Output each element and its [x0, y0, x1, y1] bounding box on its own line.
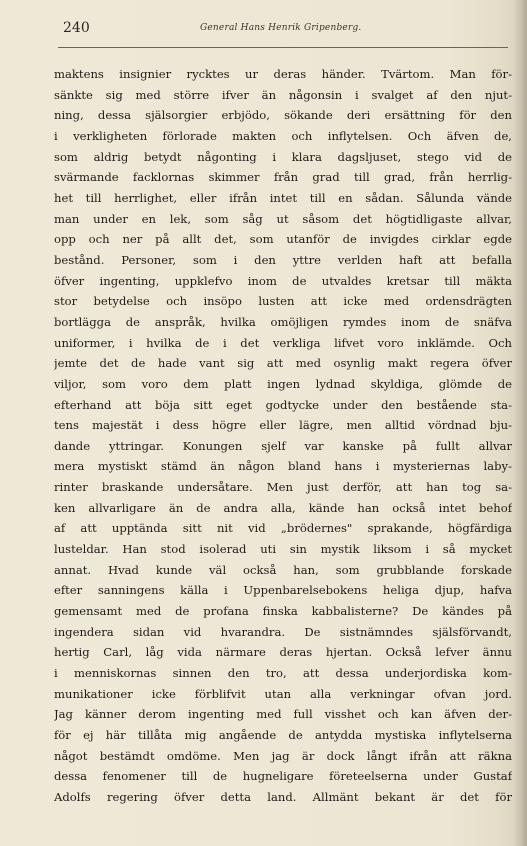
text-line: bestånd. Personer, som i den yttre verlden haft att befalla — [54, 252, 512, 267]
text-line: uniformer, i hvilka de i det verkliga lifvet voro inklämde. Och — [54, 335, 512, 350]
text-line: efterhand att böja sitt eget godtycke under den bestående sta- — [54, 397, 512, 412]
text-line: het till herrlighet, eller ifrån intet till en sådan. Sålunda vände — [54, 190, 512, 205]
body-text — [54, 64, 512, 824]
text-line: något bestämdt omdöme. Men jag är dock långt ifrån att räkna — [54, 748, 512, 763]
text-line: för ej här tillåta mig angående de antydda mystiska inflytelserna — [54, 728, 512, 742]
text-line: Jag känner derom ingenting med full visshet och kan äfven der- — [54, 707, 512, 722]
header-rule — [58, 47, 508, 48]
text-line: stor betydelse och insöpo lusten att icke med ordensdrägten — [54, 294, 512, 309]
text-line: lusteldar. Han stod isolerad uti sin mystik liksom i så mycket — [54, 542, 512, 557]
text-line: jemte det de hade vant sig att med osynlig makt regera öfver — [54, 356, 512, 371]
text-line: rinter braskande undersåtare. Men just derför, att han tog sa- — [54, 480, 512, 495]
text-line: mera mystiskt stämd än någon bland hans i mysteriernas laby- — [54, 459, 512, 474]
text-line: maktens insignier rycktes ur deras händer. Tvärtom. Man för- — [54, 67, 512, 81]
page-edge-shadow — [513, 0, 527, 846]
text-line: i verkligheten förlorade makten och inflytelsen. Och äfven de, — [54, 128, 512, 143]
text-line: ken allvarligare än de andra alla, kände han också intet behof — [54, 500, 512, 515]
text-line: öfver ingenting, uppklefvo inom de utvaldes kretsar till mäkta — [54, 273, 512, 288]
text-line: i menniskornas sinnen den tro, att dessa underjordiska kom- — [54, 666, 512, 681]
text-line: efter sanningens källa i Uppenbarelsebokens heliga djup, hafva — [54, 583, 512, 598]
text-line: svärmande facklornas skimmer från grad till grad, från herrlig- — [54, 170, 512, 185]
text-line: ning, dessa själsorgier erbjödo, sökande deri ersättning för den — [54, 108, 512, 123]
text-line: opp och ner på allt det, som utanför de invigdes cirklar egde — [54, 232, 512, 247]
text-line: viljor, som voro dem platt ingen lydnad skyldiga, glömde de — [54, 376, 512, 391]
running-title: General Hans Henrik Gripenberg. — [200, 23, 362, 33]
text-line: munikationer icke förblifvit utan alla verkningar ofvan jord. — [54, 686, 512, 701]
text-line: hertig Carl, låg vida närmare deras hjertan. Också lefver ännu — [54, 645, 512, 660]
text-line: Adolfs regering öfver detta land. Allmänt bekant är det för — [54, 789, 512, 804]
text-line: dessa fenomener till de hugneligare företeelserna under Gustaf — [54, 769, 512, 784]
text-line: gemensamt med de profana finska kabbalisterne? De kändes på — [54, 604, 512, 619]
text-line: tens majestät i dess högre eller lägre, men alltid vördnad bju- — [54, 418, 512, 433]
text-line: ingendera sidan vid hvarandra. De sistnämndes själsförvandt, — [54, 624, 512, 639]
text-line: sänkte sig med större ifver än någonsin i svalget af den njut- — [54, 87, 512, 102]
page-number: 240 — [63, 20, 90, 36]
page-header — [0, 14, 527, 44]
text-line: dande yttringar. Konungen sjelf var kanske på fullt allvar — [54, 438, 512, 453]
text-line: bortlägga de anspråk, hvilka omöjligen rymdes inom de snäfva — [54, 314, 512, 329]
text-line: man under en lek, som såg ut såsom det högtidligaste allvar, — [54, 211, 512, 226]
text-line: som aldrig betydt någonting i klara dagsljuset, stego vid de — [54, 149, 512, 164]
text-line: af att upptända sitt nit vid „brödernes" sprakande, högfärdiga — [54, 521, 512, 536]
text-line: annat. Hvad kunde väl också han, som grubblande forskade — [54, 562, 512, 577]
